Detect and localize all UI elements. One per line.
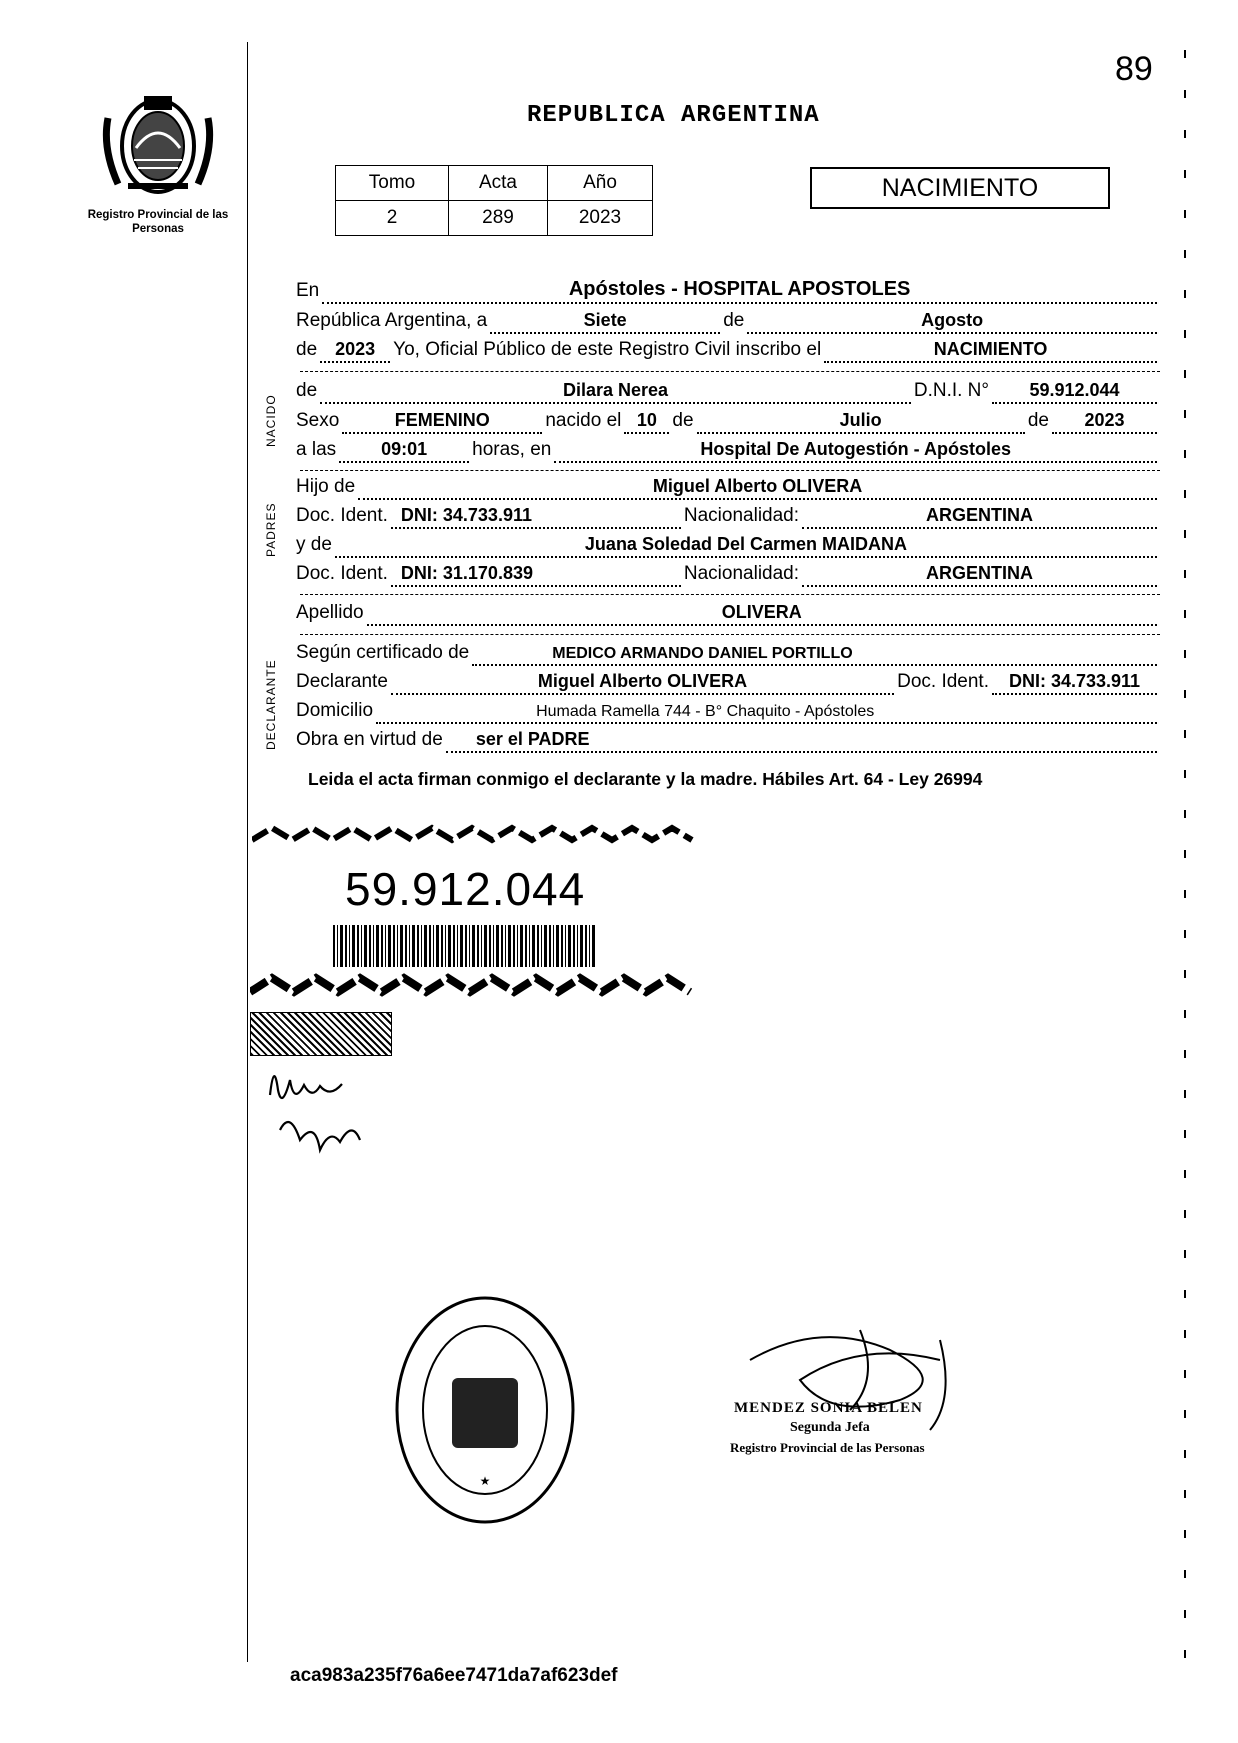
mother-nationality: ARGENTINA (926, 563, 1034, 583)
father-nationality: ARGENTINA (926, 505, 1034, 525)
cert-label: Según certificado de (296, 642, 470, 663)
sticker-pattern-icon (252, 820, 700, 850)
closing-note: Leida el acta firman conmigo el declarante y la madre. Hábiles Art. 64 - Ley 26994 (308, 769, 983, 789)
sexo-value: FEMENINO (394, 410, 490, 430)
signature-olivera (260, 1050, 400, 1175)
acta-header: Acta (449, 166, 548, 201)
birth-year: 2023 (1084, 410, 1125, 430)
declarant-doc: DNI: 34.733.911 (1008, 671, 1141, 691)
event-value: NACIMIENTO (933, 339, 1048, 359)
tomo-value: 2 (336, 201, 449, 236)
row-mother (296, 532, 1160, 558)
address-value: Humada Ramella 744 - B° Chaquito - Apóstoles (536, 703, 875, 720)
nationality-label: Nacionalidad: (683, 563, 800, 584)
sticker-pattern-icon (250, 968, 700, 1002)
acta-value: 289 (449, 201, 548, 236)
birth-month: Julio (839, 410, 882, 430)
day-value: Siete (583, 310, 627, 330)
cert-value: MEDICO ARMANDO DANIEL PORTILLO (552, 645, 853, 662)
month-value: Agosto (921, 310, 984, 330)
yde-label: y de (296, 534, 332, 555)
surname-value: OLIVERA (721, 602, 802, 622)
apellido-label: Apellido (296, 602, 364, 623)
sticker-pattern-top (252, 820, 700, 850)
de-year-label: de (1027, 410, 1049, 431)
sexo-label: Sexo (296, 410, 340, 431)
document-title: REPUBLICA ARGENTINA (527, 102, 820, 129)
horas-label: horas, en (472, 439, 552, 460)
signature-icon (260, 1050, 400, 1170)
de2-label: de (296, 339, 318, 360)
nacido-label: nacido el (545, 410, 622, 431)
hijo-label: Hijo de (296, 476, 356, 497)
birth-time: 09:01 (381, 439, 428, 459)
document-hash: aca983a235f76a6ee7471da7af623def (290, 1665, 618, 1686)
sticker-pattern-bottom (250, 968, 700, 1002)
right-margin-dashes (1184, 50, 1186, 1660)
registry-name: Registro Provincial de las Personas (87, 209, 229, 235)
coat-of-arms-logo (98, 88, 218, 198)
row-sex (296, 408, 1160, 434)
decl-doc-label: Doc. Ident. (897, 671, 989, 692)
svg-text:★: ★ (479, 1474, 491, 1488)
en-label: En (296, 280, 320, 301)
padres-section-label: PADRES (264, 502, 278, 557)
separator (300, 592, 1160, 595)
father-name: Miguel Alberto OLIVERA (652, 476, 863, 496)
record-type-box: NACIMIENTO (810, 167, 1110, 209)
row-surname (296, 600, 1160, 626)
row-father (296, 474, 1160, 500)
nationality-label: Nacionalidad: (683, 505, 800, 526)
mother-name: Juana Soledad Del Carmen MAIDANA (584, 534, 907, 554)
row-obra (296, 727, 1160, 753)
anio-value: 2023 (548, 201, 653, 236)
official-organization: Registro Provincial de las Personas (730, 1440, 925, 1455)
alas-label: a las (296, 439, 337, 460)
place-value: Apóstoles - HOSPITAL APOSTOLES (568, 278, 911, 300)
republica-label: República Argentina, a (296, 310, 488, 331)
row-certificate (296, 640, 1160, 666)
anio-header: Año (548, 166, 653, 201)
mother-doc: DNI: 31.170.839 (400, 563, 533, 583)
child-name: Dilara Nerea (562, 380, 669, 400)
dom-label: Domicilio (296, 700, 374, 721)
record-table (335, 165, 653, 236)
official-role: Segunda Jefa (790, 1420, 870, 1435)
decl-label: Declarante (296, 671, 388, 692)
birth-place: Hospital De Autogestión - Apóstoles (700, 439, 1012, 459)
row-name (296, 378, 1160, 404)
row-declarant (296, 669, 1160, 695)
row-inscription (296, 337, 1160, 363)
sticker-dni-number: 59.912.044 (345, 863, 586, 915)
nacido-section-label: NACIDO (264, 394, 278, 447)
row-mother-doc (296, 561, 1160, 587)
de-label: de (723, 310, 745, 331)
page-number: 89 (1115, 50, 1153, 88)
dni-label: D.N.I. N° (913, 380, 989, 401)
de-name-label: de (296, 380, 318, 401)
registry-stamp (390, 1290, 580, 1535)
child-dni: 59.912.044 (1029, 380, 1120, 400)
doc-label: Doc. Ident. (296, 505, 388, 526)
official-name: MENDEZ SONIA BELEN (734, 1400, 923, 1416)
row-date (296, 308, 1160, 334)
row-address (296, 698, 1160, 724)
obra-label: Obra en virtud de (296, 729, 443, 750)
row-place (296, 278, 1160, 304)
separator (300, 468, 1160, 471)
father-doc: DNI: 34.733.911 (400, 505, 532, 525)
separator (300, 369, 1160, 372)
left-margin-line (247, 42, 248, 1662)
provincial-coat-of-arms-icon (98, 88, 218, 198)
separator (300, 632, 1160, 635)
barcode (333, 925, 595, 967)
year-value: 2023 (335, 339, 376, 359)
tomo-header: Tomo (336, 166, 449, 201)
oficial-label: Yo, Oficial Público de este Registro Civil inscribo el (393, 339, 822, 360)
row-time (296, 437, 1160, 463)
row-father-doc (296, 503, 1160, 529)
obra-value: ser el PADRE (475, 729, 590, 749)
round-seal-icon (390, 1290, 580, 1530)
doc-label: Doc. Ident. (296, 563, 388, 584)
declarante-section-label: DECLARANTE (264, 659, 278, 750)
de-month-label: de (672, 410, 694, 431)
declarant-name: Miguel Alberto OLIVERA (537, 671, 748, 691)
birth-day: 10 (636, 410, 657, 430)
